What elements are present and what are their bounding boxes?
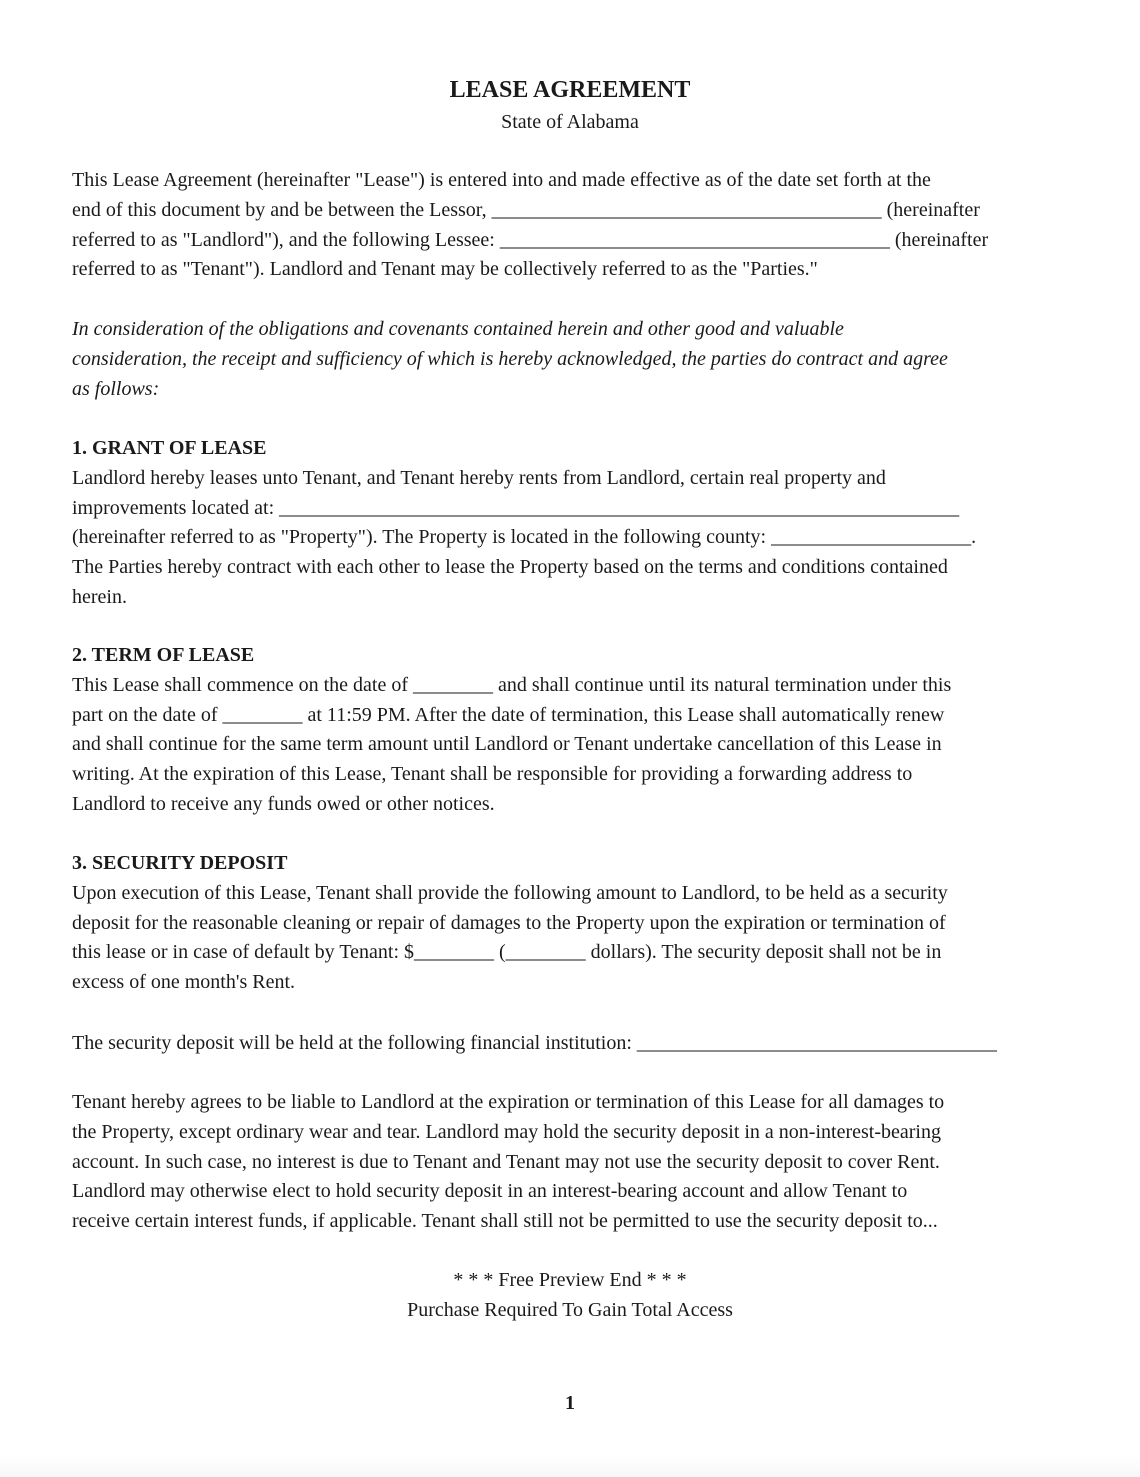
text-line: * * * Free Preview End * * * — [453, 1269, 687, 1291]
text-line: The Parties hereby contract with each other to lease the Property based on the terms and conditions contained — [72, 556, 948, 579]
text-line: herein. — [72, 585, 127, 608]
text-line: receive certain interest funds, if applicable. Tenant shall still not be permitted to use the security deposit to... — [72, 1210, 938, 1233]
text-line: referred to as "Landlord"), and the following Lessee: _______________________________________ (hereinafter — [72, 228, 989, 251]
text-line: Upon execution of this Lease, Tenant shall provide the following amount to Landlord, to be held as a security — [72, 881, 948, 904]
document-title: LEASE AGREEMENT — [449, 77, 691, 103]
text-line: referred to as "Tenant"). Landlord and Tenant may be collectively referred to as the "Parties." — [72, 258, 818, 281]
text-line: as follows: — [72, 377, 160, 400]
text-line: improvements located at: ____________________________________________________________________ — [72, 496, 960, 519]
text-line: (hereinafter referred to as "Property"). The Property is located in the following county: ____________________. — [72, 526, 977, 549]
section-heading: 3. SECURITY DEPOSIT — [72, 852, 288, 874]
text-line: Purchase Required To Gain Total Access — [407, 1298, 733, 1321]
deposit-institution-paragraph — [72, 1029, 1072, 1059]
text-line: Landlord to receive any funds owed or other notices. — [72, 792, 495, 815]
intro-paragraph — [72, 166, 1072, 285]
consideration-paragraph — [72, 315, 1072, 404]
text-line: account. In such case, no interest is due to Tenant and Tenant may not use the security deposit to cover Rent. — [72, 1150, 940, 1173]
text-line: excess of one month's Rent. — [72, 971, 296, 994]
section-term-of-lease — [72, 641, 1072, 820]
text-line: this lease or in case of default by Tenant: $________ (________ dollars). The security deposit shall not be in — [72, 941, 942, 964]
page-number: 1 — [565, 1392, 575, 1414]
preview-end-notice — [0, 1266, 1140, 1326]
text-line: Tenant hereby agrees to be liable to Landlord at the expiration or termination of this Lease for all damages to — [72, 1091, 945, 1113]
text-line: This Lease Agreement (hereinafter "Lease") is entered into and made effective as of the date set forth at the — [72, 169, 931, 191]
deposit-liability-paragraph — [72, 1088, 1072, 1237]
text-line: In consideration of the obligations and covenants contained herein and other good and valuable — [72, 318, 844, 340]
document-subtitle: State of Alabama — [501, 111, 639, 133]
text-line: the Property, except ordinary wear and tear. Landlord may hold the security deposit in a non-interest-bearing — [72, 1120, 941, 1143]
section-heading: 2. TERM OF LEASE — [72, 644, 255, 666]
text-line: Landlord may otherwise elect to hold security deposit in an interest-bearing account and allow Tenant to — [72, 1180, 908, 1203]
section-heading: 1. GRANT OF LEASE — [72, 437, 267, 459]
text-line: end of this document by and be between the Lessor, _______________________________________ (hereinafter — [72, 198, 980, 221]
text-line: and shall continue for the same term amount until Landlord or Tenant undertake cancellation of this Lease in — [72, 733, 942, 756]
section-security-deposit — [72, 849, 1072, 998]
text-line: This Lease shall commence on the date of ________ and shall continue until its natural termination under this — [72, 673, 952, 696]
text-line: consideration, the receipt and sufficiency of which is hereby acknowledged, the parties do contract and agree — [72, 347, 948, 370]
text-line: part on the date of ________ at 11:59 PM. After the date of termination, this Lease shall automatically renew — [72, 703, 945, 726]
text-line: The security deposit will be held at the following financial institution: ____________________________________ — [72, 1032, 997, 1054]
text-line: Landlord hereby leases unto Tenant, and Tenant hereby rents from Landlord, certain real property and — [72, 466, 886, 489]
text-line: deposit for the reasonable cleaning or repair of damages to the Property upon the expiration or termination of — [72, 911, 946, 934]
text-line: writing. At the expiration of this Lease, Tenant shall be responsible for providing a forwarding address to — [72, 763, 913, 786]
section-grant-of-lease — [72, 434, 1072, 613]
